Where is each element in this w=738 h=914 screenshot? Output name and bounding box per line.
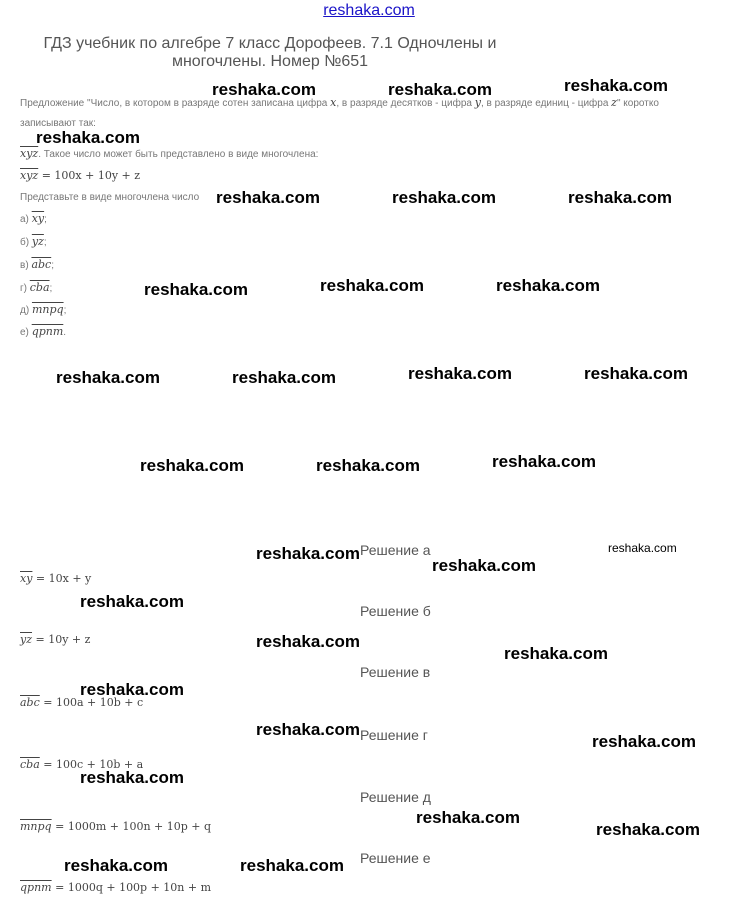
- watermark: reshaka.com: [392, 188, 496, 207]
- watermark: reshaka.com: [504, 644, 608, 663]
- solution-formula-f: qpnm = 1000q + 100p + 10n + m: [20, 881, 212, 894]
- var-x: x: [330, 96, 337, 109]
- solution-heading-d: Решение г: [360, 727, 428, 743]
- problem-intro-line2: записывают так:: [20, 118, 96, 129]
- watermark: reshaka.com: [216, 188, 320, 207]
- watermark: reshaka.com: [496, 276, 600, 295]
- task-item-a: а) $\overline{xy}$;: [20, 212, 47, 225]
- watermark: reshaka.com: [80, 592, 184, 611]
- page-title-line2: многочлены. Номер №651: [171, 53, 369, 70]
- watermark: reshaka.com: [140, 456, 244, 475]
- problem-line3: $\overline{xyz}$. Такое число может быть представлено в виде многочлена:: [20, 147, 319, 160]
- watermark: reshaka.com: [388, 80, 492, 99]
- watermark: reshaka.com: [584, 364, 688, 383]
- watermark: reshaka.com: [492, 452, 596, 471]
- watermark: reshaka.com: [416, 808, 520, 827]
- watermark: reshaka.com: [232, 368, 336, 387]
- watermark: reshaka.com: [568, 188, 672, 207]
- var-z: z: [611, 96, 617, 109]
- solution-formula-b: $\overline{yz} = 10y + z$: [20, 633, 91, 646]
- solution-formula-c: $\overline{abc} = 100a + 10b + c$: [20, 696, 144, 709]
- watermark: reshaka.com: [212, 80, 316, 99]
- solution-heading-f: Решение е: [360, 850, 431, 866]
- solution-heading-a: Решение а: [360, 542, 431, 558]
- watermark: reshaka.com: [80, 768, 184, 787]
- watermark: reshaka.com: [80, 680, 184, 699]
- xyz-expr: $\overline{xyz}$: [20, 147, 39, 160]
- solution-heading-b: Решение б: [360, 603, 431, 619]
- task-item-c: в) $\overline{abc}$;: [20, 258, 54, 271]
- solution-formula-e: mnpq = 1000m + 100n + 10p + q: [20, 820, 212, 833]
- watermark-small: reshaka.com: [608, 541, 677, 555]
- watermark: reshaka.com: [592, 732, 696, 751]
- watermark: reshaka.com: [256, 632, 360, 651]
- page-title-line1: ГДЗ учебник по алгебре 7 класс Дорофеев. 7.1 Одночлены и: [43, 35, 497, 52]
- watermark: reshaka.com: [64, 856, 168, 875]
- solution-formula-a: $\overline{xy} = 10x + y$: [20, 572, 92, 585]
- site-link[interactable]: reshaka.com: [323, 2, 415, 19]
- watermark: reshaka.com: [240, 856, 344, 875]
- problem-formula: $\overline{xyz} = 100x + 10y + z$: [20, 169, 141, 182]
- var-y: y: [474, 96, 481, 109]
- task-item-d: г) $\overline{cba}$;: [20, 281, 53, 294]
- solution-heading-e: Решение д: [360, 789, 431, 805]
- watermark: reshaka.com: [564, 76, 668, 95]
- watermark: reshaka.com: [432, 556, 536, 575]
- problem-intro: Предложение "Число, в котором в разряде сотен записана цифра x, в разряде десятков - цифра y, в разряде единиц - цифра z" коротко: [20, 96, 659, 109]
- task-item-e: д) mnpq;: [20, 303, 67, 316]
- watermark: reshaka.com: [36, 128, 140, 147]
- problem-task: Представьте в виде многочлена число: [20, 192, 200, 203]
- solution-formula-d: $\overline{cba} = 100c + 10b + a$: [20, 758, 144, 771]
- watermark: reshaka.com: [408, 364, 512, 383]
- watermark: reshaka.com: [256, 720, 360, 739]
- task-item-b: б) $\overline{yz}$;: [20, 235, 47, 248]
- watermark: reshaka.com: [316, 456, 420, 475]
- watermark: reshaka.com: [144, 280, 248, 299]
- task-item-f: е) qpnm.: [20, 325, 67, 338]
- solution-heading-c: Решение в: [360, 664, 431, 680]
- watermark: reshaka.com: [256, 544, 360, 563]
- watermark: reshaka.com: [320, 276, 424, 295]
- watermark: reshaka.com: [596, 820, 700, 839]
- watermark: reshaka.com: [56, 368, 160, 387]
